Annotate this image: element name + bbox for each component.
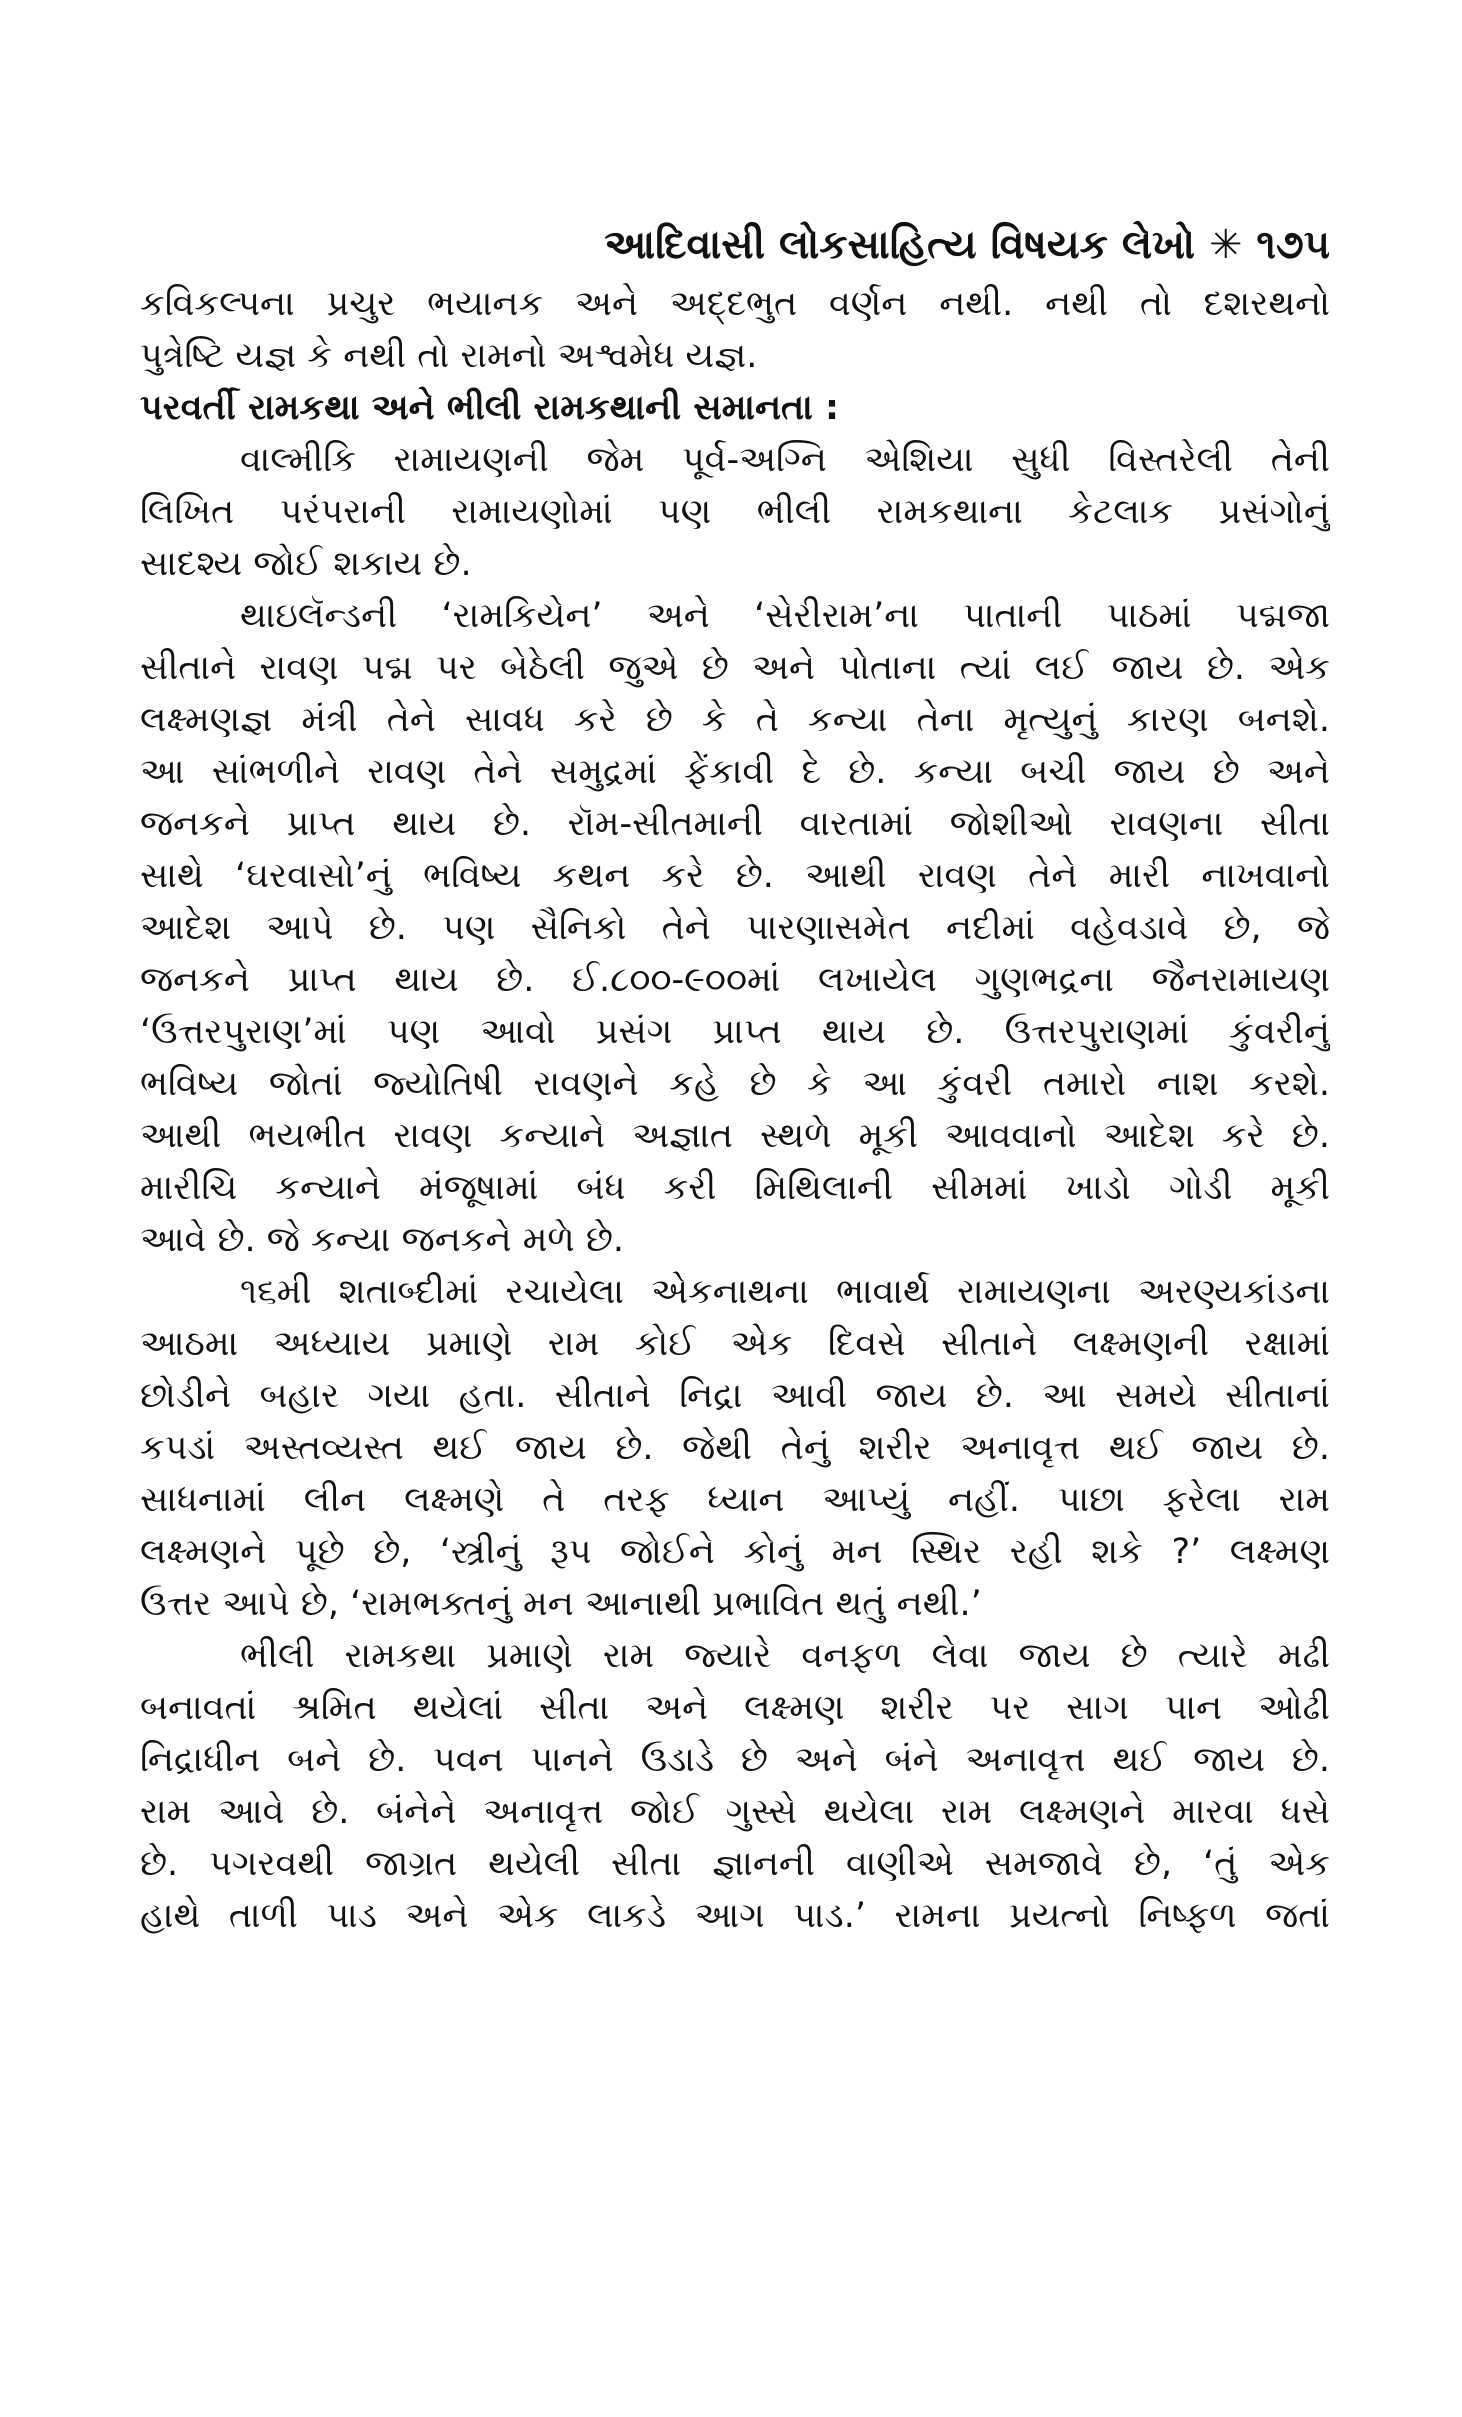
text-line: સીતાને રાવણ પદ્મ પર બેઠેલી જુએ છે અને પોતાના ત્યાં લઈ જાય છે. એક	[140, 648, 1330, 688]
text-line: આ સાંભળીને રાવણ તેને સમુદ્રમાં ફેંકાવી દે છે. કન્યા બચી જાય છે અને	[140, 752, 1330, 792]
text-line: હાથે તાળી પાડ અને એક લાકડે આગ પાડ.’ રામના પ્રયત્નો નિષ્ફળ જતાં	[140, 1896, 1330, 1936]
text-line: છોડીને બહાર ગયા હતા. સીતાને નિદ્રા આવી જાય છે. આ સમયે સીતાનાં	[140, 1376, 1330, 1416]
text-line: લક્ષ્મણજ્ઞ મંત્રી તેને સાવધ કરે છે કે તે કન્યા તેના મૃત્યુનું કારણ બનશે.	[140, 700, 1330, 740]
text-line: આદેશ આપે છે. પણ સૈનિકો તેને પારણાસમેત નદીમાં વહેવડાવે છે, જે	[140, 908, 1330, 948]
running-header: આદિવાસી લોકસાહિત્ય વિષયક લેખો ✳ ૧૭૫	[604, 222, 1330, 268]
text-line: ૧૬મી શતાબ્દીમાં રચાયેલા એકનાથના ભાવાર્થ રામાયણના અરણ્યકાંડના	[240, 1272, 1330, 1312]
text-line: મારીચિ કન્યાને મંજૂષામાં બંધ કરી મિથિલાની સીમમાં ખાડો ગોડી મૂકી	[140, 1168, 1330, 1208]
text-line: વાલ્મીકિ રામાયણની જેમ પૂર્વ-અગ્નિ એશિયા સુધી વિસ્તરેલી તેની	[240, 440, 1330, 480]
text-line: જનકને પ્રાપ્ત થાય છે. રૉમ-સીતમાની વારતામાં જોશીઓ રાવણના સીતા	[140, 804, 1330, 844]
text-line: આથી ભયભીત રાવણ કન્યાને અજ્ઞાત સ્થળે મૂકી આવવાનો આદેશ કરે છે.	[140, 1116, 1330, 1156]
text-line: છે. પગરવથી જાગ્રત થયેલી સીતા જ્ઞાનની વાણીએ સમજાવે છે, ‘તું એક	[140, 1844, 1330, 1884]
text-line: ભીલી રામકથા પ્રમાણે રામ જ્યારે વનફળ લેવા જાય છે ત્યારે મઢી	[240, 1636, 1330, 1676]
text-line: લિખિત પરંપરાની રામાયણોમાં પણ ભીલી રામકથાના કેટલાક પ્રસંગોનું	[140, 492, 1330, 532]
text-line: બનાવતાં શ્રમિત થયેલાં સીતા અને લક્ષ્મણ શરીર પર સાગ પાન ઓઢી	[140, 1688, 1330, 1728]
text-line: ભવિષ્ય જોતાં જ્યોતિષી રાવણને કહે છે કે આ કુંવરી તમારો નાશ કરશે.	[140, 1064, 1330, 1104]
body-text	[140, 278, 1330, 1942]
text-line: ઉત્તર આપે છે, ‘રામભક્તનું મન આનાથી પ્રભાવિત થતું નથી.’	[140, 1584, 982, 1624]
text-line: લક્ષ્મણને પૂછે છે, ‘સ્ત્રીનું રૂપ જોઈને કોનું મન સ્થિર રહી શકે ?’ લક્ષ્મણ	[140, 1532, 1330, 1572]
text-line: જનકને પ્રાપ્ત થાય છે. ઈ.૮૦૦-૯૦૦માં લખાયેલ ગુણભદ્રના જૈનરામાયણ	[140, 960, 1330, 1000]
text-line: સાધનામાં લીન લક્ષ્મણે તે તરફ ધ્યાન આપ્યું નહીં. પાછા ફરેલા રામ	[140, 1480, 1330, 1520]
text-line: નિદ્રાધીન બને છે. પવન પાનને ઉડાડે છે અને બંને અનાવૃત્ત થઈ જાય છે.	[140, 1740, 1330, 1780]
text-line: સાથે ‘ઘરવાસો’નું ભવિષ્ય કથન કરે છે. આથી રાવણ તેને મારી નાખવાનો	[140, 856, 1330, 896]
text-line: આવે છે. જે કન્યા જનકને મળે છે.	[140, 1220, 625, 1260]
text-line: કવિકલ્પના પ્રચુર ભયાનક અને અદ્દભુત વર્ણન નથી. નથી તો દશરથનો	[140, 284, 1330, 324]
text-line: પુત્રેષ્ટિ યજ્ઞ કે નથી તો રામનો અશ્વમેધ યજ્ઞ.	[140, 336, 758, 376]
text-line: રામ આવે છે. બંનેને અનાવૃત્ત જોઈ ગુસ્સે થયેલા રામ લક્ષ્મણને મારવા ધસે	[140, 1792, 1330, 1832]
text-line: થાઇલૅન્ડની ‘રામકિયેન’ અને ‘સેરીરામ’ના પાતાની પાઠમાં પદ્મજા	[240, 596, 1330, 636]
text-line: આઠમા અધ્યાય પ્રમાણે રામ કોઈ એક દિવસે સીતાને લક્ષ્મણની રક્ષામાં	[140, 1324, 1330, 1364]
text-line: સાદશ્ય જોઈ શકાય છે.	[140, 544, 472, 584]
text-line: ‘ઉત્તરપુરાણ’માં પણ આવો પ્રસંગ પ્રાપ્ત થાય છે. ઉત્તરપુરાણમાં કુંવરીનું	[140, 1012, 1330, 1052]
text-line: કપડાં અસ્તવ્યસ્ત થઈ જાય છે. જેથી તેનું શરીર અનાવૃત્ત થઈ જાય છે.	[140, 1428, 1330, 1468]
section-heading: પરવર્તી રામકથા અને ભીલી રામકથાની સમાનતા :	[140, 388, 840, 428]
